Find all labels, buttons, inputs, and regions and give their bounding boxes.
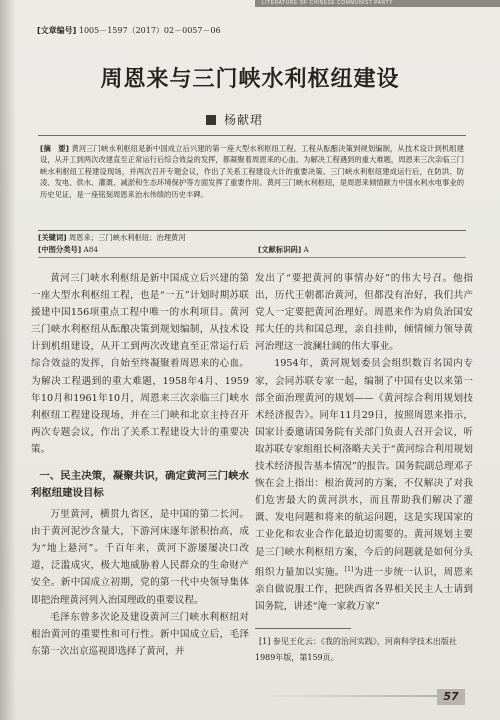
article-number-value: 1005－1597（2017）02－0057－06 [78, 26, 221, 35]
author-line [206, 113, 263, 127]
footnote-marker[interactable]: [1] [344, 565, 354, 573]
footnote: [1] 参见王化云：《我的治河实践》，河南科学技术出版社1989年版，第159页。 [255, 637, 457, 662]
abstract-block [38, 135, 466, 231]
article-title: 周恩来与三门峡水利枢纽建设 [100, 67, 400, 92]
body-paragraph: 万里黄河，横贯九省区，是中国的第二长河。由于黄河泥沙含量大，下游河床逐年淤积抬高，成为“地上悬河”。千百年来，黄河下游屡屡决口改道，泛滥成灾，极大地威胁着人民群众的生命财产安全。新中国成立初期，党的第一代中央领导集体即把治理黄河列入治国理政的重要议程。 [31, 509, 249, 606]
article-number [37, 26, 221, 36]
right-column [255, 270, 473, 615]
body-paragraph-tail: 为进一步统一认识，周恩来亲自做说服工作，把陕西省各界相关民主人士请到国务院，讲述“淹一家救万家” [255, 566, 474, 612]
left-column [31, 270, 249, 660]
body-paragraph-text: 1954年，黄河规划委员会组织数百名国内专家，会同苏联专家一起，编制了中国有史以来第一部全面治理黄河的规划——《黄河综合利用规划技术经济报告》。同年11月29日，按照周恩来指示，国家计委邀请国务院有关部门负责人召开会议，听取苏联专家组组长柯洛略夫关于“黄河综合利用规划技术经济报告基本情况”的报告。国务院副总理邓子恢在会上指出：根治黄河的方案，不仅解决了对我们危害最大的黄河洪水，而且帮助我们解决了灌溉、发电问题和将来的航运问题，这是实现国家的工业化和农业合作化最迫切需要的。黄河规划主要是三门峡水利枢纽方案，今后的问题就是如何分头组织力量加以实施。 [255, 358, 473, 578]
document-code-label: [文献标识码] [258, 245, 302, 254]
clc-value: A84 [83, 245, 99, 254]
body-paragraph: 发出了“要把黄河的事情办好”的伟大号召。他指出，历代王朝都治黄河，但都没有治好，我们共产党人一定要把黄河治理好。周恩来作为肩负治国安邦大任的共和国总理，亲自挂帅，倾情倾力领导黄河治理这一波澜壮阔的伟大事业。 [255, 273, 473, 353]
keywords-text: 周恩来；三门峡水利枢纽；治理黄河 [68, 233, 186, 242]
abstract-text: 黄河三门峡水利枢纽是新中国成立后兴建的第一座大型水利枢纽工程。工程从酝酿决策到规划编制，从技术设计到机组建设，从开工到两次改建直至正常运行后综合效益的发挥，都凝聚着周恩来的心血。为解决工程遇到的重大难题，周恩来三次亲临三门峡水利枢纽工程建设现场，并两次召开专题会议，作出了关系工程建设大计的重要决策。三门峡水利枢纽建成运行后，在防洪、防凌、发电、供水、灌溉、减淤和生态环境保护等方面发挥了重要作用。黄河三门峡水利枢纽，是周恩来倾情献力中国水利水电事业的历史见证，是一座铭刻周恩来治水伟绩的历史丰碑。 [40, 144, 464, 199]
intro-paragraph: 黄河三门峡水利枢纽是新中国成立后兴建的第一座大型水利枢纽工程，也是“一五”计划时期苏联援建中国156项重点工程中唯一的水利项目。黄河三门峡水利枢纽从酝酿决策到规划编制，从技术设计到机组建设，从开工到两次改建直至正常运行后综合效益的发挥，自始至终凝聚着周恩来的心血。为解决工程遇到的重大难题，1958年4月、1959年10月和1961年10月，周恩来三次亲临三门峡水利枢纽工程建设现场，并在三门峡和北京主持召开两次专题会议，作出了关系工程建设大计的重要决策。 [31, 273, 249, 455]
document-code [258, 244, 309, 255]
body-paragraph-with-note [255, 355, 473, 614]
page-number: 57 [437, 689, 465, 705]
keywords-line [38, 232, 466, 243]
keywords-label: [关键词] [38, 233, 67, 242]
page-number-bar [258, 695, 438, 697]
classification-row [38, 244, 466, 256]
document-code-value: A [303, 245, 309, 254]
header-divider [38, 257, 466, 258]
footnote-divider [255, 628, 351, 629]
clc-number [38, 244, 98, 255]
clc-label: [中图分类号] [38, 245, 82, 254]
running-header-journal: LITERATURE OF CHINESE COMMUNIST PARTY [262, 0, 393, 6]
binding-shadow [0, 0, 16, 720]
author-square-icon [206, 115, 216, 125]
body-paragraph: 毛泽东曾多次论及建设黄河三门峡水利枢纽对根治黄河的重要性和可行性。新中国成立后，毛泽东第一次出京巡视即选择了黄河，并 [31, 611, 249, 657]
article-number-label: [文章编号] [37, 26, 77, 35]
section-heading: 一、民主决策，凝聚共识，确定黄河三门峡水利枢纽建设目标 [31, 470, 249, 500]
abstract-label: [摘 要] [40, 144, 70, 153]
author-name: 杨献珺 [224, 113, 264, 127]
